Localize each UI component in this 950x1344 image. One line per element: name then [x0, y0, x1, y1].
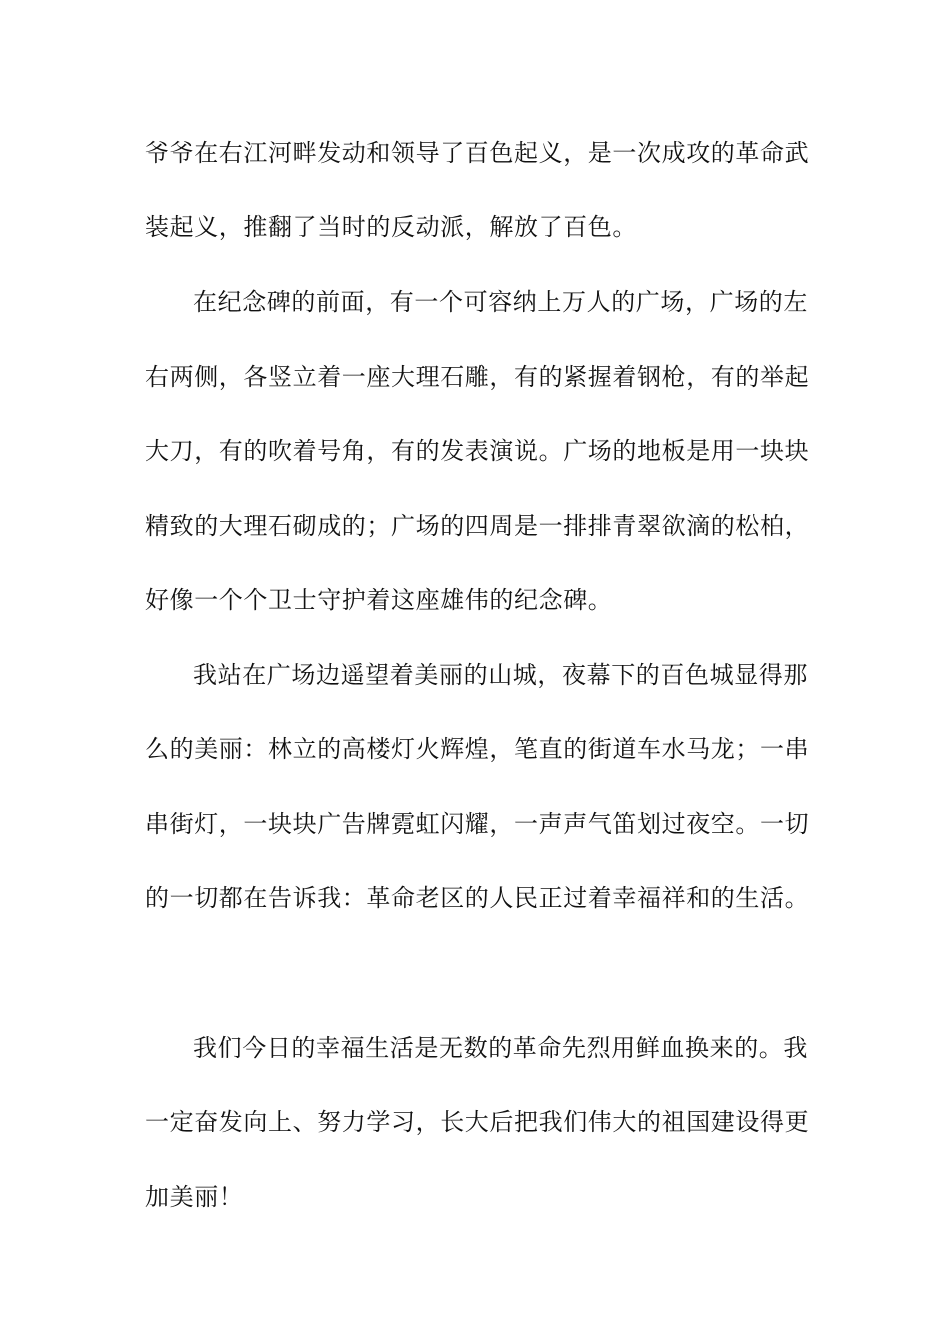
text-line: 好像一个个卫士守护着这座雄伟的纪念碑。: [145, 586, 613, 614]
paragraph-first-line: 我们今日的幸福生活是无数的革命先烈用鲜血换来的。我: [193, 1034, 808, 1062]
text-line: 串街灯，一块块广告牌霓虹闪耀，一声声气笛划过夜空。一切: [145, 810, 810, 838]
text-line: 爷爷在右江河畔发动和领导了百色起义，是一次成攻的革命武: [145, 139, 810, 167]
text-line: 的一切都在告诉我：革命老区的人民正过着幸福祥和的生活。: [145, 884, 810, 912]
paragraph-first-line: 我站在广场边遥望着美丽的山城，夜幕下的百色城显得那: [193, 661, 808, 689]
text-line: 一定奋发向上、努力学习，长大后把我们伟大的祖国建设得更: [145, 1108, 810, 1136]
text-line: 么的美丽：林立的高楼灯火辉煌，笔直的街道车水马龙；一串: [145, 735, 810, 763]
text-line: 大刀，有的吹着号角，有的发表演说。广场的地板是用一块块: [145, 437, 810, 465]
text-line: 精致的大理石砌成的；广场的四周是一排排青翠欲滴的松柏，: [145, 512, 810, 540]
text-line: 装起义，推翻了当时的反动派，解放了百色。: [145, 213, 637, 241]
text-line: 右两侧，各竖立着一座大理石雕，有的紧握着钢枪，有的举起: [145, 363, 810, 391]
paragraph-first-line: 在纪念碑的前面，有一个可容纳上万人的广场，广场的左: [193, 288, 808, 316]
text-line: 加美丽！: [145, 1183, 244, 1211]
